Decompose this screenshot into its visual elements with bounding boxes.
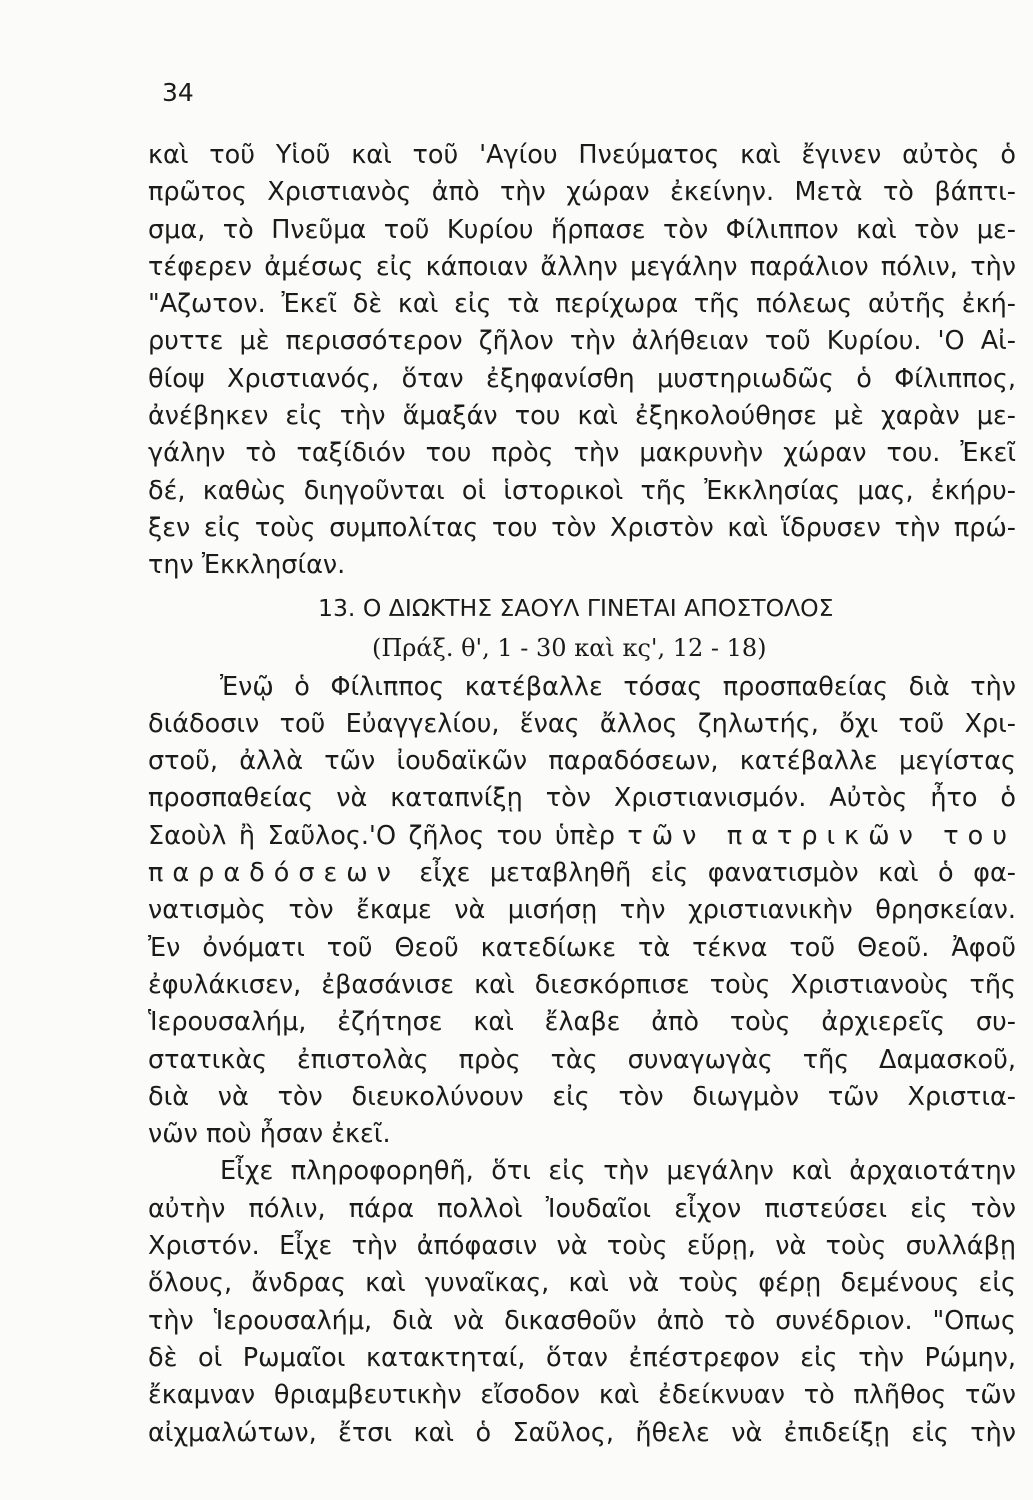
page-number: 34 (162, 78, 194, 107)
text-line: Χριστόν. Εἶχε τὴν ἀπόφασιν νὰ τοὺς εὕρῃ, νὰ τοὺς συλλάβῃ (148, 1231, 1016, 1262)
emphasized-text: παραδόσεων (148, 858, 400, 889)
text-line (148, 818, 1016, 855)
text-line: στοῦ, ἀλλὰ τῶν ἰουδαϊκῶν παραδόσεων, κατέβαλλε μεγίστας (148, 746, 1016, 777)
text-line: "Αζωτον. Ἐκεῖ δὲ καὶ εἰς τὰ περίχωρα τῆς πόλεως αὐτῆς ἐκή- (148, 289, 1016, 320)
text-segment: Σαοὺλ ἢ Σαῦλος.'Ο ζῆλος του ὑπὲρ (148, 820, 615, 851)
text-line: Ἐνῷ ὁ Φίλιππος κατέβαλλε τόσας προσπαθείας διὰ τὴν (220, 671, 1016, 702)
text-line: δὲ οἱ Ρωμαῖοι κατακτηταί, ὅταν ἐπέστρεφον εἰς τὴν Ρώμην, (148, 1342, 1016, 1373)
text-line: ἐφυλάκισεν, ἐβασάνισε καὶ διεσκόρπισε τοὺς Χριστιανοὺς τῆς (148, 969, 1016, 1000)
text-line: καὶ τοῦ Υἱοῦ καὶ τοῦ 'Αγίου Πνεύματος καὶ ἔγινεν αὐτὸς ὁ (148, 140, 1016, 170)
paragraph-damascus (148, 1153, 1016, 1451)
text-line: δέ, καθὼς διηγοῦνται οἱ ἱστορικοὶ τῆς Ἐκκλησίας μας, ἐκήρυ- (148, 475, 1016, 506)
text-line: τὴν Ἱερουσαλήμ, διὰ νὰ δικασθοῦν ἀπὸ τὸ συνέδριον. "Οπως (148, 1305, 1016, 1336)
text-line: νατισμὸς τὸν ἔκαμε νὰ μισήσῃ τὴν χριστιανικὴν θρησκείαν. (148, 895, 1016, 926)
text-line: προσπαθείας νὰ καταπνίξῃ τὸν Χριστιανισμόν. Αὐτὸς ἦτο ὁ (148, 783, 1016, 814)
text-line: διάδοσιν τοῦ Εὐαγγελίου, ἕνας ἄλλος ζηλωτής, ὄχι τοῦ Χρι- (148, 708, 1016, 739)
text-line: σμα, τὸ Πνεῦμα τοῦ Κυρίου ἥρπασε τὸν Φίλιππον καὶ τὸν με- (148, 214, 1016, 245)
text-line: νῶν ποὺ ἦσαν ἐκεῖ. (148, 1119, 391, 1150)
text-line: στατικὰς ἐπιστολὰς πρὸς τὰς συναγωγὰς τῆς Δαμασκοῦ, (148, 1044, 1016, 1075)
page-body (148, 137, 1016, 1452)
text-line: ξεν εἰς τοὺς συμπολίτας του τὸν Χριστὸν καὶ ἵδρυσεν τὴν πρώ- (148, 512, 1016, 543)
text-line: την Ἐκκλησίαν. (148, 550, 346, 581)
text-line: Ἱερουσαλήμ, ἐζήτησε καὶ ἔλαβε ἀπὸ τοὺς ἀρχιερεῖς συ- (148, 1007, 1016, 1038)
text-line: διὰ νὰ τὸν διευκολύνουν εἰς τὸν διωγμὸν τῶν Χριστια- (148, 1081, 1016, 1112)
text-line: αἰχμαλώτων, ἔτσι καὶ ὁ Σαῦλος, ἤθελε νὰ ἐπιδείξῃ εἰς τὴν (148, 1417, 1016, 1448)
text-line: πρῶτος Χριστιανὸς ἀπὸ τὴν χώραν ἐκείνην. Μετὰ τὸ βάπτι- (148, 177, 1016, 208)
section-heading: 13. Ο ΔΙΩΚΤΗΣ ΣΑΟΥΛ ΓΙΝΕΤΑΙ ΑΠΟΣΤΟΛΟΣ (318, 593, 834, 622)
text-line: θίοψ Χριστιανός, ὅταν ἐξηφανίσθη μυστηριωδῶς ὁ Φίλιππος, (148, 363, 1016, 394)
text-segment: εἶχε μεταβληθῆ εἰς φανατισμὸν καὶ ὁ φα- (419, 858, 1016, 889)
scripture-reference: (Πράξ. θ', 1 - 30 καὶ κς', 12 - 18) (372, 633, 767, 662)
text-line: γάλην τὸ ταξίδιόν του πρὸς τὴν μακρυνὴν χώραν του. Ἐκεῖ (148, 438, 1016, 469)
paragraph-continuation (148, 137, 1016, 585)
text-line: ρυττε μὲ περισσότερον ζῆλον τὴν ἀλήθειαν τοῦ Κυρίου. 'Ο Αἰ- (148, 326, 1016, 357)
text-line: Εἶχε πληροφορηθῆ, ὅτι εἰς τὴν μεγάλην καὶ ἀρχαιοτάτην (220, 1156, 1016, 1187)
text-line: ἔκαμναν θριαμβευτικὴν εἴσοδον καὶ ἐδείκνυαν τὸ πλῆθος τῶν (148, 1380, 1016, 1411)
text-line: ἀνέβηκεν εἰς τὴν ἅμαξάν του καὶ ἐξηκολούθησε μὲ χαρὰν με- (148, 401, 1016, 432)
text-line: αὐτὴν πόλιν, πάρα πολλοὶ Ἰουδαῖοι εἶχον πιστεύσει εἰς τὸν (148, 1193, 1016, 1224)
paragraph-saul (148, 669, 1016, 1154)
text-line: ὅλους, ἄνδρας καὶ γυναῖκας, καὶ νὰ τοὺς φέρῃ δεμένους εἰς (148, 1268, 1016, 1299)
text-line (148, 855, 1016, 892)
text-line: τέφερεν ἀμέσως εἰς κάποιαν ἄλλην μεγάλην παράλιον πόλιν, τὴν (148, 251, 1016, 282)
emphasized-text: τῶν πατρικῶν του (627, 820, 1016, 851)
text-line: Ἐν ὀνόματι τοῦ Θεοῦ κατεδίωκε τὰ τέκνα τοῦ Θεοῦ. Ἀφοῦ (148, 932, 1016, 963)
